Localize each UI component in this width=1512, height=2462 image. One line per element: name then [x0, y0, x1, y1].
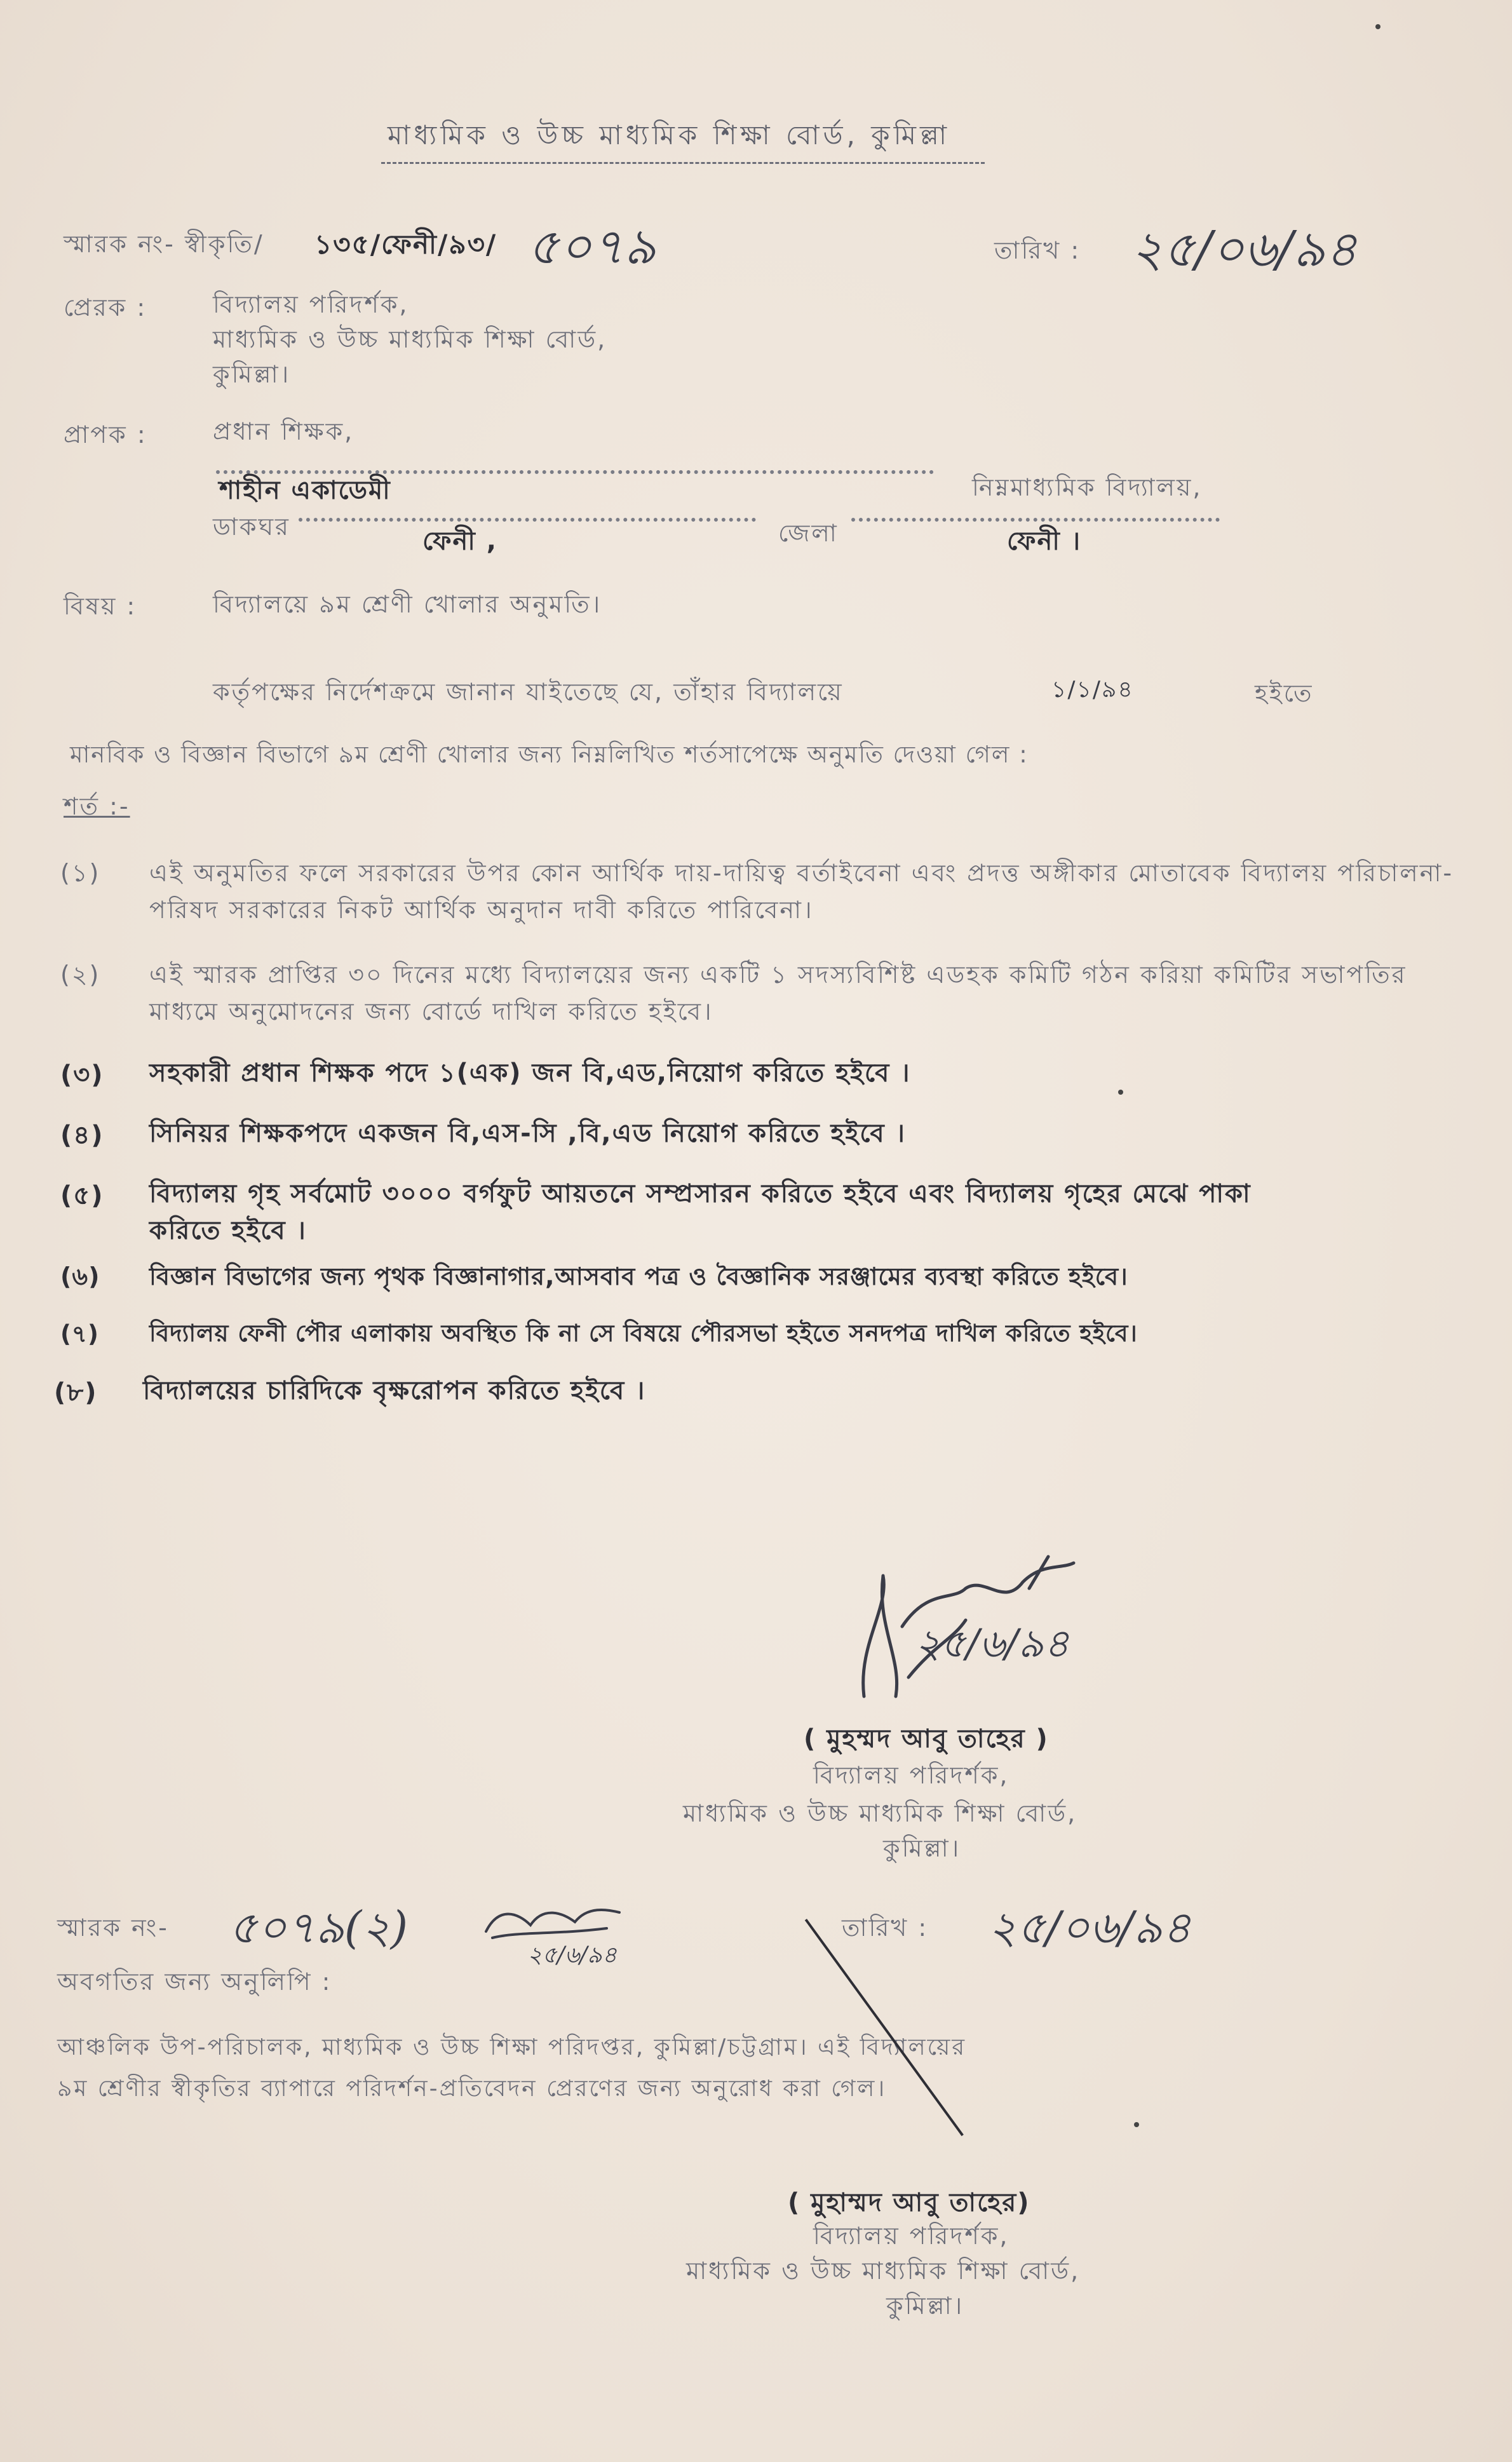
memo-label: স্মারক নং- স্বীকৃতি/: [64, 230, 264, 258]
condition-text: সহকারী প্রধান শিক্ষক পদে ১(এক) জন বি,এড,নিয়োগ করিতে হইবে ।: [149, 1059, 911, 1088]
signature1-name: ( মুহম্মদ আবু তাহের ): [804, 1724, 1049, 1754]
copy-label: অবগতির জন্য অনুলিপি :: [57, 1968, 332, 1996]
memo2-date-label: তারিখ :: [842, 1914, 929, 1942]
school-suffix: নিম্নমাধ্যমিক বিদ্যালয়,: [972, 473, 1203, 501]
district-value: ফেনী ।: [1007, 527, 1082, 556]
condition-number: (৮): [54, 1378, 98, 1407]
body-line2: মানবিক ও বিজ্ঞান বিভাগে ৯ম শ্রেণী খোলার জন্য নিম্নলিখিত শর্তসাপেক্ষে অনুমতি দেওয়া গেল :: [70, 741, 1029, 768]
date-handwritten: ২৫/০৬/৯৪: [1131, 221, 1358, 278]
paper-speck: [1118, 1090, 1123, 1095]
signature1-line1: বিদ্যালয় পরিদর্শক,: [813, 1761, 1009, 1789]
post-label: ডাকঘর: [213, 513, 290, 541]
paper-speck: [1375, 24, 1380, 29]
copy-line2: ৯ম শ্রেণীর স্বীকৃতির ব্যাপারে পরিদর্শন-প্রতিবেদন প্রেরণের জন্য অনুরোধ করা গেল।: [57, 2076, 887, 2102]
district-label: জেলা: [778, 519, 839, 547]
signature2-line2: মাধ্যমিক ও উচ্চ মাধ্যমিক শিক্ষা বোর্ড,: [686, 2257, 1081, 2285]
recipient-label: প্রাপক :: [64, 421, 147, 449]
signature2-name: ( মুহাম্মদ আবু তাহের): [788, 2188, 1030, 2217]
condition-number: (৩): [60, 1060, 104, 1090]
signature1-line3: কুমিল্লা।: [883, 1834, 961, 1862]
school-name: শাহীন একাডেমী: [219, 476, 391, 505]
conditions-label: শর্ত :-: [64, 792, 130, 820]
signature1-line2: মাধ্যমিক ও উচ্চ মাধ্যমিক শিক্ষা বোর্ড,: [683, 1799, 1077, 1827]
condition-number: (৫): [60, 1181, 104, 1210]
post-value: ফেনী ,: [422, 527, 497, 556]
sender-line1: বিদ্যালয় পরিদর্শক,: [213, 290, 409, 318]
memo2-date-handwritten: ২৫/০৬/৯৪: [988, 1902, 1191, 1954]
condition-item: [60, 1175, 1306, 1252]
condition-text: এই স্মারক প্রাপ্তির ৩০ দিনের মধ্যে বিদ্যালয়ের জন্য একটি ১ সদস্যবিশিষ্ট এডহক কমিটি গঠন করিয়া কমিটির সভাপতির মাধ্যমে অনুমোদনের জন্য বোর্ডে দাখিল করিতে হইবে।: [149, 961, 1407, 1025]
condition-item: [60, 855, 1477, 931]
memo2-label: স্মারক নং-: [57, 1914, 169, 1942]
condition-text: বিজ্ঞান বিভাগের জন্য পৃথক বিজ্ঞানাগার,আসবাব পত্র ও বৈজ্ঞানিক সরঞ্জামের ব্যবস্থা করিতে হইবে।: [149, 1262, 1128, 1290]
board-title: মাধ্যমিক ও উচ্চ মাধ্যমিক শিক্ষা বোর্ড, কুমিল্লা: [388, 119, 951, 151]
subject-text: বিদ্যালয়ে ৯ম শ্রেণী খোলার অনুমতি।: [213, 590, 602, 618]
sender-line3: কুমিল্লা।: [213, 360, 291, 388]
signature1-date-handwritten: ২৫/৬/৯৪: [915, 1620, 1070, 1667]
condition-item: [54, 1372, 1471, 1410]
condition-item: [60, 1115, 1477, 1153]
condition-item: [60, 1055, 1477, 1093]
condition-item: [60, 1315, 1477, 1353]
condition-number: (৬): [60, 1262, 100, 1290]
memo-number: ১৩৫/ফেনী/৯৩/: [314, 229, 497, 260]
memo2-initial-date: ২৫/৬/৯৪: [527, 1942, 618, 1968]
condition-item: [60, 956, 1477, 1032]
condition-text: এই অনুমতির ফলে সরকারের উপর কোন আর্থিক দায়-দায়িত্ব বর্তাইবেনা এবং প্রদত্ত অঙ্গীকার মোতাবেক বিদ্যালয় পরিচালনা-পরিষদ সরকারের নিকট আর্থিক অনুদান দাবী করিতে পারিবেনা।: [149, 859, 1454, 924]
condition-number: (৪): [60, 1121, 104, 1150]
body-line1: কর্তৃপক্ষের নির্দেশক্রমে জানান যাইতেছে যে, তাঁহার বিদ্যালয়ে: [213, 678, 844, 706]
title-underline: [381, 162, 985, 164]
condition-text: বিদ্যালয় গৃহ সর্বমোট ৩০০০ বর্গফুট আয়তনে সম্প্রসারন করিতে হইবে এবং বিদ্যালয় গৃহের মেঝে পাকা করিতে হইবে ।: [149, 1179, 1252, 1245]
copy-line1: আঞ্চলিক উপ-পরিচালক, মাধ্যমিক ও উচ্চ শিক্ষা পরিদপ্তর, কুমিল্লা/চট্টগ্রাম। এই বিদ্যালয়ের: [57, 2034, 967, 2060]
signature2-line1: বিদ্যালয় পরিদর্শক,: [813, 2222, 1009, 2250]
body-start-date: ১/১/৯৪: [1051, 677, 1134, 703]
recipient-line1: প্রধান শিক্ষক,: [213, 417, 354, 445]
post-dotted-line: [299, 518, 756, 522]
condition-item: [60, 1258, 1477, 1296]
condition-number: (১): [60, 859, 101, 887]
condition-text: বিদ্যালয়ের চারিদিকে বৃক্ষরোপন করিতে হইবে ।: [143, 1376, 646, 1405]
body-line1-end: হইতে: [1255, 679, 1314, 707]
paper-speck: [1134, 2122, 1139, 2127]
condition-text: বিদ্যালয় ফেনী পৌর এলাকায় অবস্থিত কি না সে বিষয়ে পৌরসভা হইতে সনদপত্র দাখিল করিতে হইবে।: [149, 1320, 1138, 1347]
signature2-line3: কুমিল্লা।: [886, 2292, 964, 2320]
date-label: তারিখ :: [994, 236, 1081, 264]
memo-number-handwritten: ৫০৭৯: [527, 219, 656, 276]
subject-label: বিষয় :: [64, 592, 137, 620]
condition-number: (২): [60, 961, 101, 989]
sender-line2: মাধ্যমিক ও উচ্চ মাধ্যমিক শিক্ষা বোর্ড,: [213, 325, 607, 353]
condition-text: সিনিয়র শিক্ষকপদে একজন বি,এস-সি ,বি,এড নিয়োগ করিতে হইবে ।: [149, 1119, 906, 1148]
condition-number: (৭): [60, 1320, 99, 1348]
sender-label: প্রেরক :: [64, 294, 147, 321]
memo2-number-handwritten: ৫০৭৯(২): [229, 1902, 408, 1954]
